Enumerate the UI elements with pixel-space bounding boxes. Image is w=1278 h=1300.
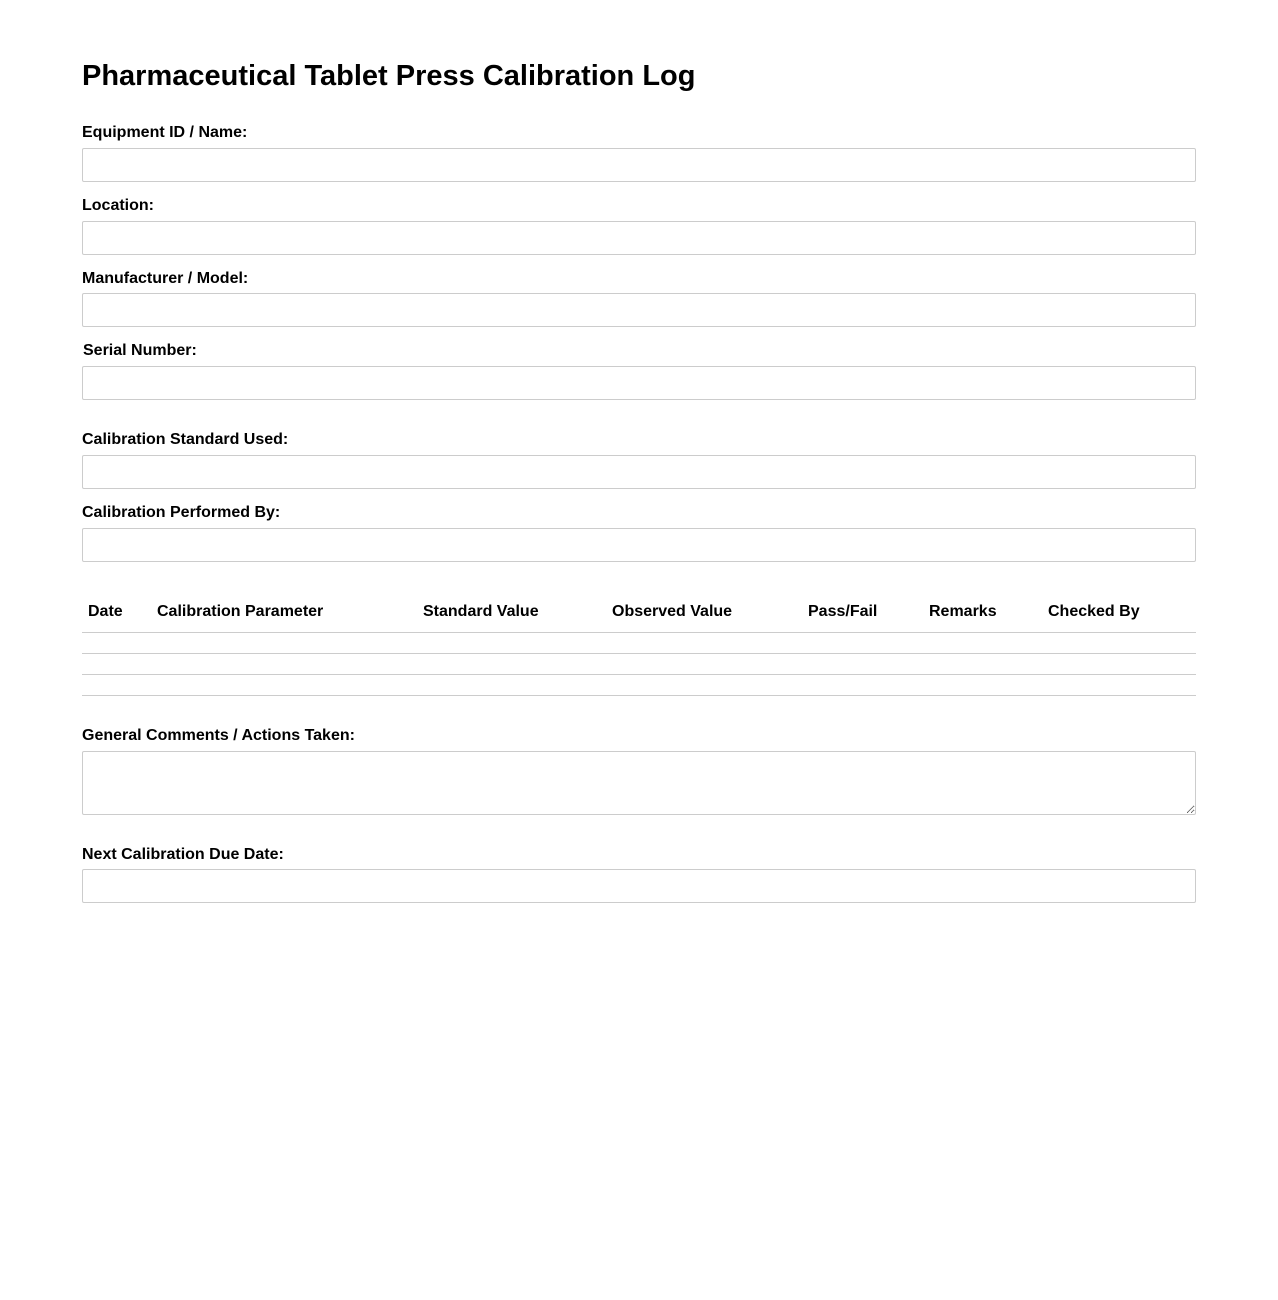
column-header-standard-value: Standard Value bbox=[417, 592, 606, 633]
table-cell[interactable] bbox=[606, 633, 802, 654]
table-cell[interactable] bbox=[802, 654, 923, 675]
page-title: Pharmaceutical Tablet Press Calibration Log bbox=[82, 60, 696, 92]
calibration-standard-label: Calibration Standard Used: bbox=[82, 431, 289, 448]
table-cell[interactable] bbox=[606, 675, 802, 696]
table-cell[interactable] bbox=[151, 633, 417, 654]
table-cell[interactable] bbox=[606, 654, 802, 675]
table-cell[interactable] bbox=[802, 675, 923, 696]
column-header-calibration-parameter: Calibration Parameter bbox=[151, 592, 417, 633]
table-row bbox=[82, 675, 1196, 696]
table-cell[interactable] bbox=[417, 675, 606, 696]
table-cell[interactable] bbox=[417, 654, 606, 675]
serial-number-label: Serial Number: bbox=[83, 342, 197, 359]
table-cell[interactable] bbox=[82, 654, 151, 675]
manufacturer-model-input[interactable] bbox=[82, 293, 1196, 327]
location-label: Location: bbox=[82, 197, 154, 214]
manufacturer-model-label: Manufacturer / Model: bbox=[82, 270, 249, 287]
table-cell[interactable] bbox=[1042, 654, 1196, 675]
calibration-standard-input[interactable] bbox=[82, 455, 1196, 489]
table-cell[interactable] bbox=[923, 633, 1042, 654]
calibration-table bbox=[82, 592, 1196, 696]
column-header-date: Date bbox=[82, 592, 151, 633]
table-cell[interactable] bbox=[82, 675, 151, 696]
column-header-remarks: Remarks bbox=[923, 592, 1042, 633]
table-cell[interactable] bbox=[1042, 675, 1196, 696]
column-header-observed-value: Observed Value bbox=[606, 592, 802, 633]
performed-by-label: Calibration Performed By: bbox=[82, 504, 281, 521]
table-cell[interactable] bbox=[417, 633, 606, 654]
next-due-date-label: Next Calibration Due Date: bbox=[82, 846, 284, 863]
comments-label: General Comments / Actions Taken: bbox=[82, 727, 355, 744]
table-cell[interactable] bbox=[151, 654, 417, 675]
table-row bbox=[82, 633, 1196, 654]
table-cell[interactable] bbox=[82, 633, 151, 654]
table-header-row bbox=[82, 592, 1196, 633]
equipment-id-input[interactable] bbox=[82, 148, 1196, 182]
column-header-checked-by: Checked By bbox=[1042, 592, 1196, 633]
comments-textarea[interactable] bbox=[82, 751, 1196, 815]
performed-by-input[interactable] bbox=[82, 528, 1196, 562]
location-input[interactable] bbox=[82, 221, 1196, 255]
table-row bbox=[82, 654, 1196, 675]
equipment-id-label: Equipment ID / Name: bbox=[82, 124, 248, 141]
table-cell[interactable] bbox=[802, 633, 923, 654]
table-cell[interactable] bbox=[923, 675, 1042, 696]
serial-number-input[interactable] bbox=[82, 366, 1196, 400]
table-cell[interactable] bbox=[151, 675, 417, 696]
table-cell[interactable] bbox=[1042, 633, 1196, 654]
next-due-date-input[interactable] bbox=[82, 869, 1196, 903]
column-header-pass-fail: Pass/Fail bbox=[802, 592, 923, 633]
table-cell[interactable] bbox=[923, 654, 1042, 675]
